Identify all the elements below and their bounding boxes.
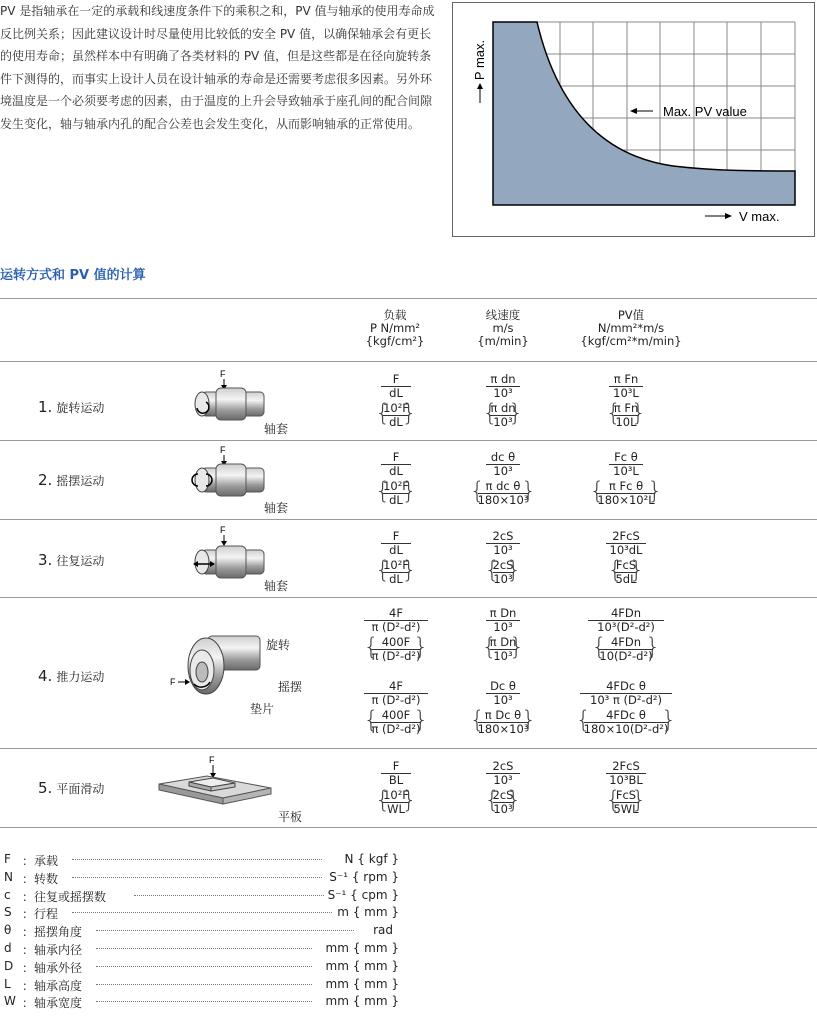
pv-chart-svg (453, 3, 814, 236)
speed-formula-oscillation: $\frac{\text{Dc θ}}{\text{10³}}$ (443, 680, 563, 707)
pv-formula-kgf: { FcS 5WL } (566, 789, 686, 816)
pv-formula: $\frac{\text{Fc θ}}{\text{10³L}}$ (566, 451, 686, 478)
speed-formula: $\frac{\text{π dn}}{\text{10³}}$ (443, 373, 563, 400)
table-rule (0, 748, 817, 749)
row-label: 4. 推力运动 (38, 667, 105, 685)
header-speed: 线速度 m/s {m/min} (477, 308, 529, 348)
section-title: 运转方式和 PV 值的计算 (0, 268, 146, 283)
speed-formula-oscillation-kgf: { $\frac{\text{π Dc θ}}{\text{180×10³}}$ } (443, 709, 563, 736)
row-label: 5. 平面滑动 (38, 779, 105, 797)
load-formula-kgf: { $\frac{400F}{\text{π (D²-d²)}}$ } (336, 636, 456, 663)
pv-formula-oscillation: 4FDc θ 10³ π (D²-d²) (546, 680, 706, 707)
header-load: 负载 P N/mm² {kgf/cm²} (365, 308, 425, 348)
speed-formula-kgf: { $\frac{\text{π dc θ}}{\text{180×10³}}$ } (443, 480, 563, 507)
part-label-rotation: 旋转 (266, 638, 291, 652)
row-label: 2. 摇摆运动 (38, 471, 105, 489)
pv-curve-area (493, 22, 795, 205)
speed-formula: $\frac{2cS}{\text{10³}}$ (443, 760, 563, 787)
load-formula-kgf: { $\frac{\text{10²F}}{dL}$ } (336, 402, 456, 429)
legend-row: S ：行程 m { mm } (4, 905, 399, 922)
svg-text:F: F (220, 445, 226, 455)
table-rule (0, 597, 817, 598)
intro-line: 反比例关系；因此建议设计时尽量使用比较低的安全 PV 值，以确保轴承会有更长 (0, 26, 432, 41)
part-label-washer: 垫片 (250, 702, 275, 716)
pv-formula-kgf: { FcS 5dL } (566, 559, 686, 586)
speed-formula: $\frac{\text{dc θ}}{\text{10³}}$ (443, 451, 563, 478)
pv-chart (452, 2, 815, 237)
intro-line: PV 是指轴承在一定的承载和线速度条件下的乘积之和，PV 值与轴承的使用寿命成 (0, 4, 435, 18)
chart-xlabel: V max. (739, 209, 780, 224)
pv-formula: $\frac{\text{π Fn}}{\text{10³L}}$ (566, 373, 686, 400)
table-rule (0, 361, 817, 362)
row-label: 3. 往复运动 (38, 551, 105, 569)
row-label: 1. 旋转运动 (38, 398, 105, 416)
pv-formula: 4FDn 10³(D²-d²) (546, 607, 706, 634)
speed-formula-kgf: { $\frac{2cS}{\text{10³}}$ } (443, 559, 563, 586)
part-label: 平板 (278, 810, 303, 824)
chart-annotation: Max. PV value (663, 104, 747, 119)
table-rule (0, 519, 817, 520)
svg-text:F: F (170, 677, 176, 687)
flat-plate-icon (155, 754, 275, 814)
load-formula: $\frac{F}{BL}$ (336, 760, 456, 787)
speed-formula-kgf: { $\frac{\text{π Dn}}{\text{10³}}$ } (443, 636, 563, 663)
legend-row: L ：轴承高度 mm { mm } (4, 976, 399, 993)
pv-formula-kgf: { $\frac{\text{π Fc θ}}{\text{180×10²L}}$ } (566, 480, 686, 507)
part-label: 轴套 (264, 501, 289, 515)
pv-formula: 2FcS 10³BL (566, 760, 686, 787)
legend-row: N ：转数 S⁻¹ { rpm } (4, 869, 399, 886)
xlabel-arrowhead (725, 213, 732, 219)
load-formula: $\frac{4F}{\text{π (D²-d²)}}$ (336, 607, 456, 634)
load-formula-kgf: { $\frac{\text{10²F}}{dL}$ } (336, 559, 456, 586)
speed-formula: $\frac{\text{π Dn}}{\text{10³}}$ (443, 607, 563, 634)
intro-line: 境温度是一个必须要考虑的因素，由于温度的上升会导致轴承于座孔间的配合间隙 (0, 94, 433, 109)
intro-line: 件下测得的，而事实上设计人员在设计轴承的寿命是还需要考虑很多因素。另外环 (0, 71, 433, 86)
bushing-icon (188, 524, 268, 584)
intro-line: 的使用寿命；虽然样本中有明确了各类材料的 PV 值，但是这些都是在径向旋转条 (0, 49, 432, 64)
load-formula-oscillation: $\frac{4F}{\text{π (D²-d²)}}$ (336, 680, 456, 707)
ylabel-arrowhead (477, 83, 483, 89)
legend-row: D ：轴承外径 mm { mm } (4, 958, 399, 975)
symbol-legend (4, 852, 399, 1012)
load-formula: $\frac{F}{dL}$ (336, 530, 456, 557)
legend-row: c ：往复或摇摆数 S⁻¹ { cpm } (4, 887, 399, 904)
intro-line: 发生变化，轴与轴承内孔的配合公差也会发生变化，从而影响轴承的正常使用。 (0, 116, 421, 131)
thrust-washer-icon (168, 618, 268, 698)
pv-formula-oscillation-kgf: { 4FDc θ 180×10(D²-d²) } (546, 709, 706, 736)
bushing-icon (188, 368, 268, 424)
part-label: 轴套 (264, 422, 289, 436)
legend-row: d ：轴承内径 mm { mm } (4, 940, 399, 957)
table-rule (0, 440, 817, 441)
load-formula-kgf: { $\frac{\text{10²F}}{WL}$ } (336, 789, 456, 816)
pv-formula: 2FcS 10³dL (566, 530, 686, 557)
svg-text:F: F (209, 755, 215, 765)
svg-text:F: F (220, 525, 226, 535)
load-formula: $\frac{F}{dL}$ (336, 451, 456, 478)
annotation-arrowhead (630, 108, 637, 114)
bushing-icon (188, 444, 268, 500)
load-formula: $\frac{F}{dL}$ (336, 373, 456, 400)
part-label-oscillation: 摇摆 (278, 680, 303, 694)
legend-row: F ：承载 N { kgf } (4, 852, 399, 868)
speed-formula-kgf: { $\frac{\text{π dn}}{\text{10³}}$ } (443, 402, 563, 429)
legend-row: W ：轴承宽度 mm { mm } (4, 994, 399, 1011)
table-rule (0, 298, 817, 299)
speed-formula: $\frac{2cS}{\text{10³}}$ (443, 530, 563, 557)
header-pv: PV值 N/mm²*m/s {kgf/cm²*m/min} (580, 308, 682, 348)
part-label: 轴套 (264, 579, 289, 593)
pv-formula-kgf: { $\frac{\text{π Fn}}{10L}$ } (566, 402, 686, 429)
pv-formula-kgf: { 4FDn 10(D²-d²) } (546, 636, 706, 663)
svg-text:F: F (220, 369, 226, 379)
legend-row: θ ：摇摆角度 rad (4, 923, 393, 940)
table-rule (0, 827, 817, 828)
load-formula-kgf: { $\frac{\text{10²F}}{dL}$ } (336, 480, 456, 507)
chart-ylabel: P max. (472, 39, 487, 81)
speed-formula-kgf: { $\frac{2cS}{\text{10³}}$ } (443, 789, 563, 816)
load-formula-oscillation-kgf: { $\frac{400F}{\text{π (D²-d²)}}$ } (336, 709, 456, 736)
intro-paragraph (0, 0, 440, 136)
